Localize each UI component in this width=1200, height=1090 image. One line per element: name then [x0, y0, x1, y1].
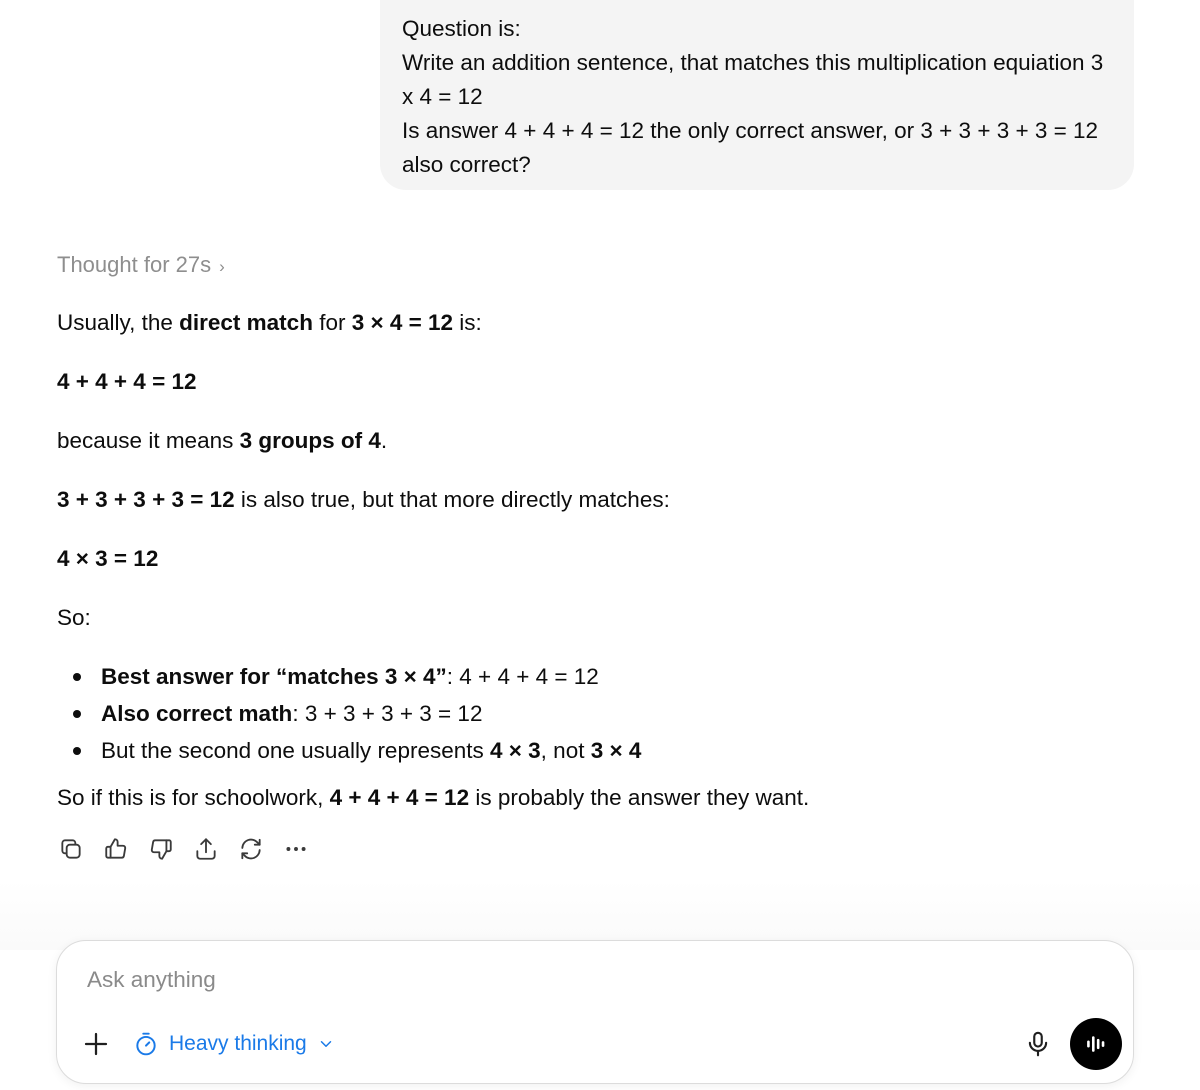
answer-text: : 4 + 4 + 4 = 12: [446, 664, 599, 689]
answer-bold: 4 × 3: [490, 738, 541, 763]
answer-bold: Also correct math: [101, 701, 293, 726]
user-message-line: also correct?: [402, 152, 531, 177]
answer-text: for: [312, 310, 352, 335]
answer-bold: 4 × 3 = 12: [57, 546, 159, 571]
share-button[interactable]: [191, 834, 221, 864]
voice-wave-icon: [1083, 1031, 1109, 1057]
answer-text: So if this is for schoolwork,: [57, 785, 330, 810]
answer-text: because it means: [57, 428, 240, 453]
regenerate-icon: [238, 836, 264, 862]
user-message-line: Is answer 4 + 4 + 4 = 12 the only correct answer, or 3 + 3 + 3 + 3 = 12: [402, 118, 1099, 143]
answer-paragraph: [57, 426, 1137, 456]
answer-text: is probably the answer they want.: [469, 785, 810, 810]
message-actions: [56, 834, 326, 866]
microphone-icon: [1023, 1029, 1053, 1059]
answer-bold: 4 + 4 + 4 = 12: [329, 785, 470, 810]
answer-bold: 3 × 4: [590, 738, 642, 763]
answer-bold: 3 groups of 4: [239, 428, 381, 453]
answer-bold: 3 + 3 + 3 + 3 = 12: [57, 487, 235, 512]
answer-equation: [57, 544, 1137, 574]
prompt-input[interactable]: [87, 965, 987, 995]
user-message-line: Question is:: [402, 16, 521, 41]
answer-equation: [57, 367, 1137, 397]
answer-text: is also true, but that more directly matches:: [234, 487, 670, 512]
plus-icon: [81, 1029, 111, 1059]
answer-bold: 4 + 4 + 4 = 12: [57, 369, 197, 394]
thinking-mode-selector[interactable]: [133, 1027, 345, 1061]
answer-text: is:: [453, 310, 482, 335]
voice-mode-button[interactable]: [1070, 1018, 1122, 1070]
list-item: [57, 699, 1137, 736]
thought-toggle[interactable]: [57, 250, 225, 282]
bad-response-button[interactable]: [146, 834, 176, 864]
chevron-right-icon: ›: [219, 257, 225, 276]
user-message-bubble: [380, 0, 1134, 190]
answer-bold: direct match: [179, 310, 313, 335]
answer-text: , not: [540, 738, 591, 763]
thumbs-down-icon: [148, 836, 174, 862]
answer-text: But the second one usually represents: [101, 738, 490, 763]
answer-text: So:: [57, 605, 91, 630]
composer: [56, 940, 1134, 1084]
thought-label: Thought for 27s: [57, 252, 212, 277]
answer-bullet-list: [57, 662, 1137, 773]
answer-paragraph: [57, 783, 1137, 813]
share-icon: [193, 836, 219, 862]
copy-button[interactable]: [56, 834, 86, 864]
answer-text: : 3 + 3 + 3 + 3 = 12: [292, 701, 483, 726]
timer-icon: [133, 1031, 159, 1057]
user-message-line: Write an addition sentence, that matches this multiplication equiation 3: [402, 50, 1104, 75]
copy-icon: [58, 836, 84, 862]
thinking-mode-label: Heavy thinking: [169, 1032, 307, 1055]
bullet-dot: [73, 673, 81, 681]
list-item: [57, 736, 1137, 773]
answer-bold: 3 × 4 = 12: [351, 310, 454, 335]
answer-paragraph: [57, 485, 1137, 515]
regenerate-button[interactable]: [236, 834, 266, 864]
answer-text: Usually, the: [57, 310, 180, 335]
answer-bold: Best answer for “matches 3 × 4”: [101, 664, 447, 689]
answer-paragraph: [57, 308, 1137, 338]
answer-paragraph: [57, 603, 1137, 633]
bullet-dot: [73, 710, 81, 718]
user-message-line: x 4 = 12: [402, 84, 483, 109]
more-icon: [283, 836, 309, 862]
add-attachment-button[interactable]: [81, 1029, 111, 1059]
bullet-dot: [73, 747, 81, 755]
list-item: [57, 662, 1137, 699]
thumbs-up-icon: [103, 836, 129, 862]
dictate-button[interactable]: [1023, 1029, 1053, 1059]
chevron-down-icon: [317, 1035, 335, 1053]
good-response-button[interactable]: [101, 834, 131, 864]
more-options-button[interactable]: [281, 834, 311, 864]
answer-text: .: [380, 428, 388, 453]
